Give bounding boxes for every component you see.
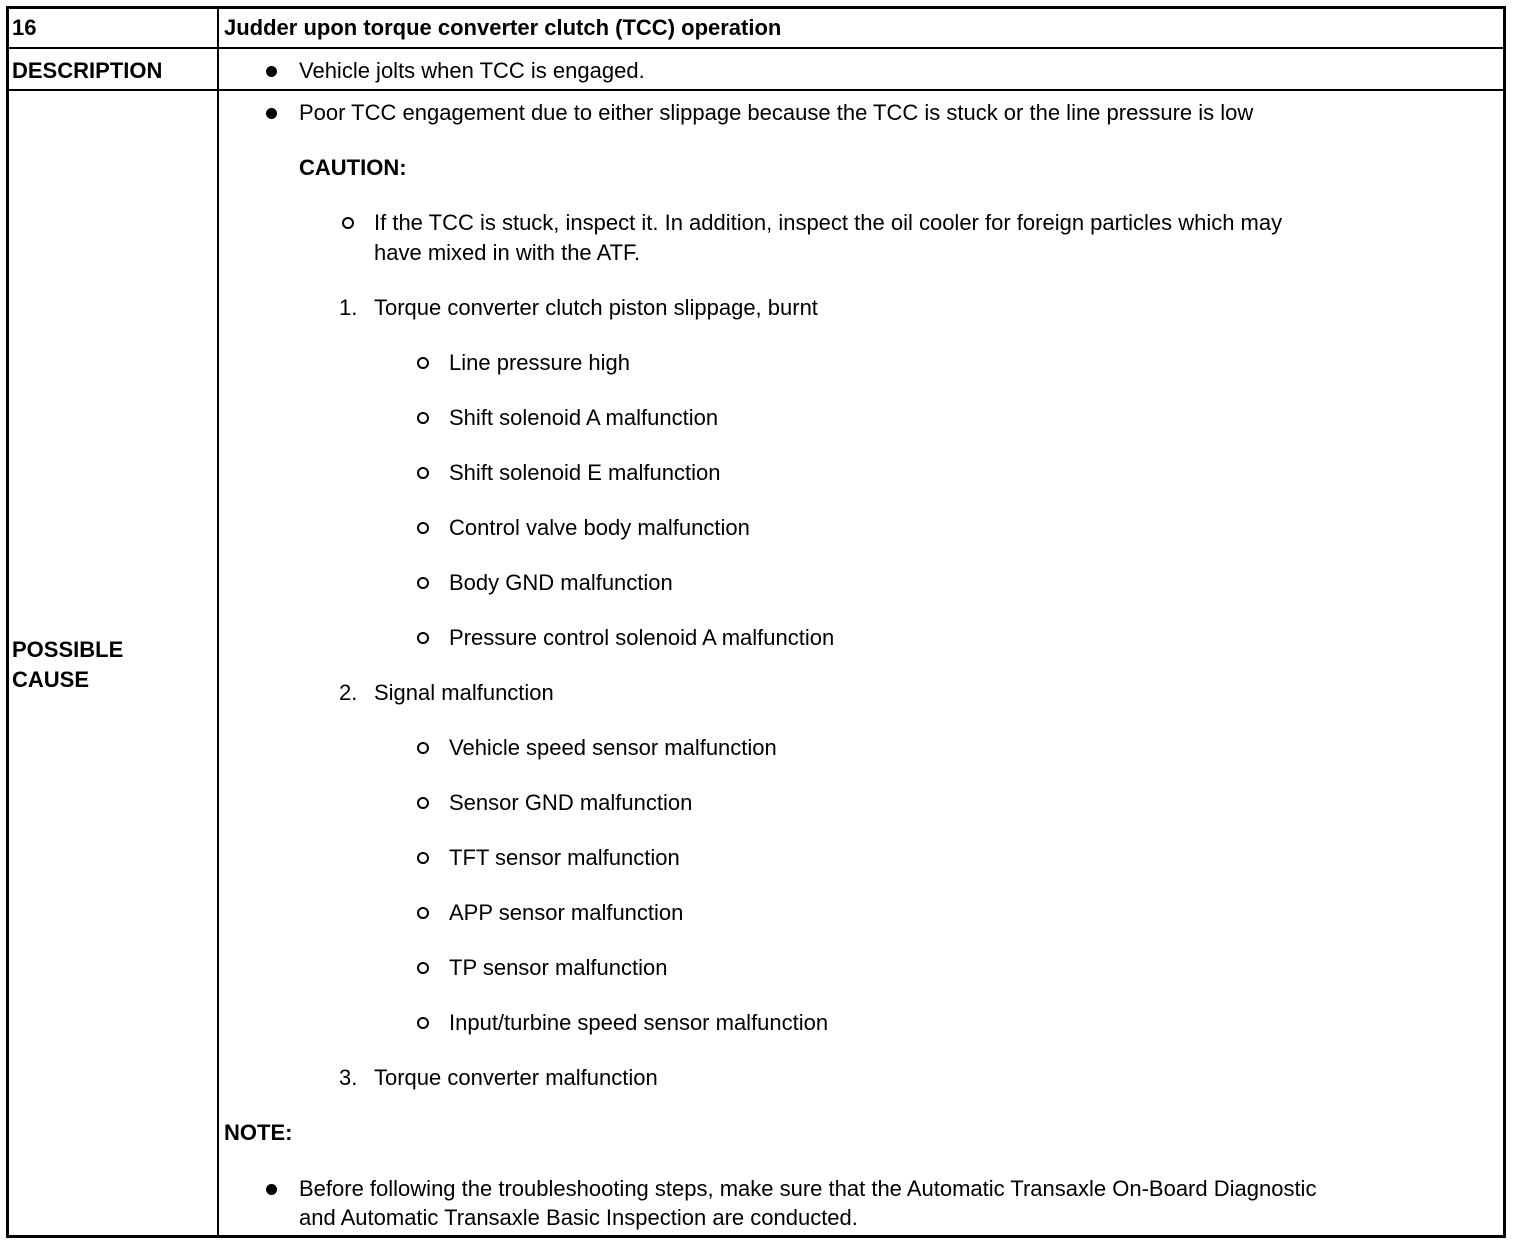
main-cause-text: Poor TCC engagement due to either slippage because the TCC is stuck or the line pressure is low: [299, 100, 1254, 125]
circle-bullet-icon: [417, 522, 429, 534]
caution-label: CAUTION:: [299, 155, 407, 180]
bullet-icon: [266, 1184, 277, 1195]
circle-bullet-icon: [417, 962, 429, 974]
cause-3-text: Torque converter malfunction: [374, 1065, 658, 1090]
note-text-line1: Before following the troubleshooting steps, make sure that the Automatic Transaxle On-Board Diagnostic: [299, 1176, 1317, 1201]
diagnostic-table: [6, 6, 1506, 1238]
circle-bullet-icon: [417, 797, 429, 809]
cause-2-item: Sensor GND malfunction: [449, 790, 693, 815]
circle-bullet-icon: [417, 1017, 429, 1029]
possible-cause-label-line1: POSSIBLE: [12, 637, 124, 662]
caution-text-line2: have mixed in with the ATF.: [374, 240, 641, 265]
row-divider-description: [6, 89, 1506, 91]
cause-2-text: Signal malfunction: [374, 680, 554, 705]
circle-bullet-icon: [417, 467, 429, 479]
cause-1-item: Shift solenoid A malfunction: [449, 405, 719, 430]
cause-2-number: 2.: [339, 680, 358, 705]
note-label: NOTE:: [224, 1120, 293, 1145]
bullet-icon: [266, 108, 277, 119]
note-text-line2: and Automatic Transaxle Basic Inspection are conducted.: [299, 1205, 858, 1230]
row-divider-header: [6, 47, 1506, 49]
possible-cause-label-line2: CAUSE: [12, 667, 90, 692]
cause-1-item: Line pressure high: [449, 350, 631, 375]
circle-bullet-icon: [417, 907, 429, 919]
bullet-icon: [266, 66, 277, 77]
column-divider: [217, 6, 219, 1238]
cause-1-item: Control valve body malfunction: [449, 515, 750, 540]
caution-text-line1: If the TCC is stuck, inspect it. In addition, inspect the oil cooler for foreign particles which may: [374, 210, 1283, 235]
cause-1-item: Body GND malfunction: [449, 570, 673, 595]
circle-bullet-icon: [417, 577, 429, 589]
cause-1-item: Shift solenoid E malfunction: [449, 460, 721, 485]
cause-1-number: 1.: [339, 295, 358, 320]
circle-bullet-icon: [417, 852, 429, 864]
cause-2-item: Input/turbine speed sensor malfunction: [449, 1010, 829, 1035]
circle-bullet-icon: [417, 632, 429, 644]
circle-bullet-icon: [417, 742, 429, 754]
description-text: Vehicle jolts when TCC is engaged.: [299, 58, 645, 83]
cause-1-text: Torque converter clutch piston slippage, burnt: [374, 295, 818, 320]
cause-2-item: APP sensor malfunction: [449, 900, 684, 925]
cause-1-item: Pressure control solenoid A malfunction: [449, 625, 835, 650]
description-label: DESCRIPTION: [12, 58, 163, 83]
cause-3-number: 3.: [339, 1065, 358, 1090]
circle-bullet-icon: [417, 412, 429, 424]
cause-2-item: TP sensor malfunction: [449, 955, 668, 980]
circle-bullet-icon: [342, 217, 354, 229]
cause-2-item: TFT sensor malfunction: [449, 845, 680, 870]
symptom-title: Judder upon torque converter clutch (TCC) operation: [224, 15, 782, 40]
circle-bullet-icon: [417, 357, 429, 369]
cause-2-item: Vehicle speed sensor malfunction: [449, 735, 777, 760]
symptom-number: 16: [12, 15, 37, 40]
